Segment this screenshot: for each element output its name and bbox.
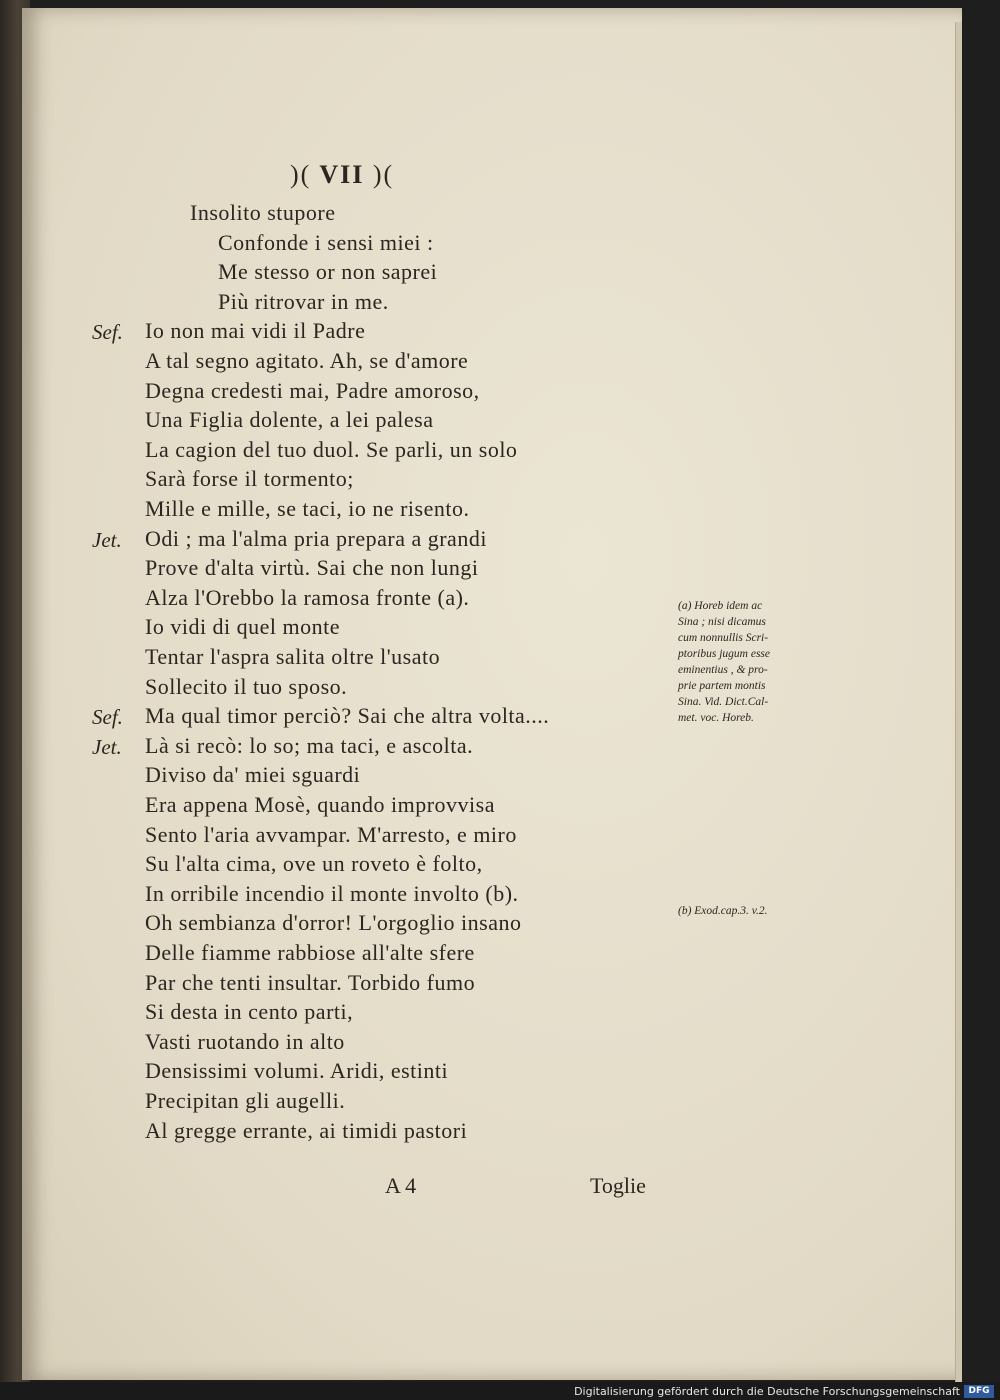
dfg-logo: DFG xyxy=(964,1385,994,1398)
verse-line: Più ritrovar in me. xyxy=(218,288,389,314)
verse-line: Degna credesti mai, Padre amoroso, xyxy=(145,377,480,403)
verse-line: Me stesso or non saprei xyxy=(218,259,438,285)
footnote-line: met. voc. Horeb. xyxy=(678,712,754,724)
verse-line: Densissimi volumi. Aridi, estinti xyxy=(145,1058,449,1084)
verse-line: Vasti ruotando in alto xyxy=(145,1028,345,1054)
footnote-line: Sina. Vid. Dict.Cal- xyxy=(678,696,769,708)
footnote-line: prie partem montis xyxy=(678,680,766,692)
speaker-label: Sef. xyxy=(92,320,123,345)
verse-line: Là si recò: lo so; ma taci, e ascolta. xyxy=(145,732,474,758)
verse-line: Mille e mille, se taci, io ne risento. xyxy=(145,496,470,521)
verse-line: Su l'alta cima, ove un roveto è folto, xyxy=(145,851,483,877)
verse-line: Alza l'Orebbo la ramosa fronte (a). xyxy=(145,584,470,610)
verse-line: Insolito stupore xyxy=(190,200,336,225)
verse-line: Delle fiamme rabbiose all'alte sfere xyxy=(145,940,475,965)
verse-line: In orribile incendio il monte involto (b). xyxy=(145,880,519,906)
verse-line: Oh sembianza d'orror! L'orgoglio insano xyxy=(145,910,522,936)
speaker-label: Sef. xyxy=(92,705,123,730)
verse-line: Sento l'aria avvampar. M'arresto, e miro xyxy=(145,821,517,847)
verse-line: Ma qual timor perciò? Sai che altra volta.... xyxy=(145,703,550,729)
verse-line: A tal segno agitato. Ah, se d'amore xyxy=(145,348,469,373)
speaker-label: Jet. xyxy=(92,734,122,759)
verse-line: Una Figlia dolente, a lei palesa xyxy=(145,407,434,433)
verse-line: Era appena Mosè, quando improvvisa xyxy=(145,792,495,817)
verse-line: Io vidi di quel monte xyxy=(145,614,341,640)
verse-line: Par che tenti insultar. Torbido fumo xyxy=(145,969,476,995)
verse-line: Diviso da' miei sguardi xyxy=(145,762,361,788)
verse-line: Precipitan gli augelli. xyxy=(145,1088,346,1113)
catchword: Toglie xyxy=(590,1173,646,1198)
page-header: )( VII )( xyxy=(290,160,395,189)
signature-mark: A 4 xyxy=(385,1173,417,1198)
verse-line: Si desta in cento parti, xyxy=(145,999,354,1025)
footer-credit: Digitalisierung gefördert durch die Deutsche Forschungsgemeinschaft xyxy=(574,1385,960,1398)
verse-line: Tentar l'aspra salita oltre l'usato xyxy=(145,644,441,669)
footnote-line: Sina ; nisi dicamus xyxy=(678,616,766,628)
verse-line: Confonde i sensi miei : xyxy=(218,229,434,255)
footnote-line: cum nonnullis Scri- xyxy=(678,632,769,644)
footnote-line: ptoribus jugum esse xyxy=(678,648,770,660)
verse-line: Sarà forse il tormento; xyxy=(145,466,354,492)
speaker-label: Jet. xyxy=(92,527,122,552)
verse-line: Sollecito il tuo sposo. xyxy=(145,673,348,699)
verse-line: Odi ; ma l'alma pria prepara a grandi xyxy=(145,525,487,551)
page-number: VII xyxy=(319,160,365,189)
page-edge xyxy=(955,22,962,1382)
footnote-line: (a) Horeb idem ac xyxy=(678,600,763,612)
verse-line: Io non mai vidi il Padre xyxy=(145,318,366,344)
verse-line: Prove d'alta virtù. Sai che non lungi xyxy=(145,555,479,581)
verse-line: Al gregge errante, ai timidi pastori xyxy=(145,1117,468,1143)
footnote-b: (b) Exod.cap.3. v.2. xyxy=(678,905,768,917)
verse-line: La cagion del tuo duol. Se parli, un solo xyxy=(145,436,518,462)
footnote-line: eminentius , & pro- xyxy=(678,664,768,676)
